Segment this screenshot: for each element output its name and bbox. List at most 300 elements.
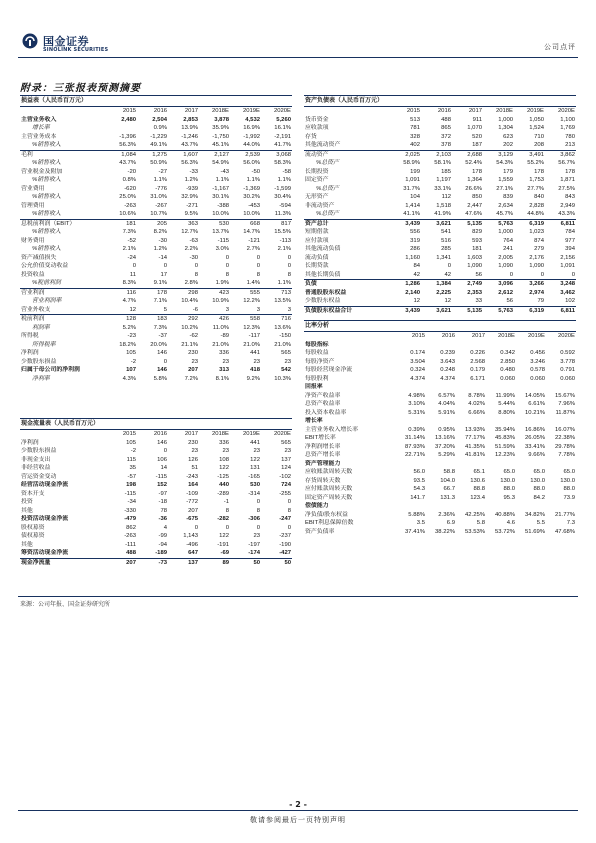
row-value (396, 460, 426, 469)
row-label: 股权募资 (21, 524, 45, 531)
row-value: 4.374 (440, 375, 455, 382)
row-value: 58.1% (434, 160, 451, 167)
row-value: 1,753 (529, 177, 544, 184)
row-value: 1,090 (467, 263, 482, 270)
column-header-year: 2015 (406, 108, 420, 115)
row-value: 23 (284, 358, 291, 365)
row-value (486, 417, 516, 426)
row-value: -97 (158, 490, 167, 497)
column-header-year: 2017 (184, 431, 198, 438)
row-value: 3.5 (416, 520, 425, 527)
row-value: -6 (192, 306, 198, 313)
row-value: 1,090 (498, 263, 513, 270)
row-value: 54.3% (496, 160, 513, 167)
row-value: 279 (534, 246, 544, 253)
row-value: 12 (444, 298, 451, 305)
row-value: 829 (472, 229, 482, 236)
row-value: 26.05% (525, 435, 545, 442)
report-type-label: 公司点评 (544, 43, 576, 51)
row-value: 7.1% (153, 298, 167, 305)
row-value: 11 (129, 271, 136, 278)
row-value: 8.1% (215, 375, 229, 382)
row-value: 12.3% (243, 324, 260, 331)
row-value: 183 (137, 315, 168, 324)
row-value: 558 (230, 315, 261, 324)
row-value: 0 (225, 254, 229, 261)
row-value: 207 (188, 367, 198, 374)
row-label: 其他 (21, 541, 33, 548)
row-value: 53.72% (495, 528, 515, 535)
row-label: 净利润增长率 (305, 443, 341, 450)
row-value: 423 (199, 288, 230, 297)
column-header-year: 2015 (122, 431, 136, 438)
row-value: 95.3 (503, 494, 515, 501)
row-label: 每股经营现金净流 (305, 367, 353, 374)
row-value: 2,140 (405, 289, 420, 296)
row-label: 毛利 (20, 150, 106, 159)
row-value: 817 (261, 219, 292, 228)
row-value: 8 (287, 271, 291, 278)
row-value: 1,050 (529, 116, 544, 123)
column-header-year: 2020E (557, 333, 575, 340)
row-value: 1,275 (137, 150, 168, 159)
row-value: 0.060 (560, 375, 575, 382)
page-header (0, 0, 596, 60)
table-row (304, 511, 576, 520)
row-label: 其他流动负债 (305, 246, 341, 253)
row-value: 3,068 (261, 150, 292, 159)
row-label: 资产管理能力 (305, 460, 341, 467)
row-value: 88.0 (503, 486, 515, 493)
balance-title: 资产负债表（人民币百万元） (304, 96, 576, 107)
table-row (304, 494, 576, 503)
row-value: 10.6% (119, 211, 136, 218)
table-row (304, 400, 576, 409)
row-value: 146 (157, 350, 167, 357)
row-value: 286 (410, 246, 420, 253)
row-value: 3.643 (440, 358, 455, 365)
row-value (456, 341, 486, 350)
column-header-year: 2019E (242, 431, 260, 438)
row-value: 33 (475, 298, 482, 305)
row-value: 130.0 (560, 477, 575, 484)
row-label: 应收账款周转天数 (305, 469, 353, 476)
row-value: 12.23% (495, 452, 515, 459)
row-value: 328 (410, 133, 420, 140)
table-row (20, 439, 292, 448)
row-label: 公允价值变动收益 (21, 263, 69, 270)
row-label: 资产总计 (304, 219, 390, 228)
row-value: 911 (472, 116, 482, 123)
row-value: 178 (137, 288, 168, 297)
row-value: -189 (155, 550, 167, 557)
row-value: 207 (188, 507, 198, 514)
row-value: 122 (250, 456, 260, 463)
table-row (20, 549, 292, 558)
row-value: 146 (157, 367, 167, 374)
row-label: 固定资产 (305, 177, 329, 184)
row-value (396, 383, 426, 392)
row-value (456, 502, 486, 511)
row-value: 187 (472, 142, 482, 149)
row-value: 977 (565, 237, 575, 244)
table-row (304, 383, 576, 392)
row-value: 0 (287, 254, 291, 261)
row-value: 45.1% (212, 142, 229, 149)
row-value: 0.480 (500, 367, 515, 374)
row-label: 短期借款 (305, 229, 329, 236)
row-value: -243 (186, 473, 198, 480)
row-value: 2,176 (529, 254, 544, 261)
row-value: 4.6 (506, 520, 515, 527)
row-label: 债权募资 (21, 533, 45, 540)
row-value: -30 (189, 254, 198, 261)
row-value: 781 (410, 125, 420, 132)
row-value: -263 (124, 533, 136, 540)
balance-sheet-table (304, 95, 576, 315)
table-row (20, 254, 292, 263)
row-value: 1,023 (529, 229, 544, 236)
row-label: 净利率 (32, 375, 50, 382)
row-value: 27.5% (558, 185, 575, 192)
row-value: 56.0% (243, 160, 260, 167)
row-value: -427 (279, 550, 291, 557)
row-label: 无形资产 (305, 194, 329, 201)
row-value: 58.3% (274, 160, 291, 167)
row-value: 0 (287, 499, 291, 506)
column-header-blank (20, 107, 106, 116)
row-value (426, 460, 456, 469)
row-value: 185 (441, 168, 451, 175)
row-value: -282 (217, 516, 229, 523)
row-value (486, 341, 516, 350)
table-row (20, 228, 292, 237)
row-value: 0.791 (560, 367, 575, 374)
row-value: -34 (127, 499, 136, 506)
row-value: 6,319 (514, 306, 545, 315)
row-value: 4.3% (122, 375, 136, 382)
row-label: 其他 (21, 507, 33, 514)
row-value: 130.6 (470, 477, 485, 484)
row-value: 3 (287, 306, 291, 313)
row-value: 54.9% (212, 160, 229, 167)
table-row (20, 464, 292, 473)
table-row (20, 210, 292, 219)
row-label: 净利润 (21, 439, 39, 446)
row-value: 0.060 (500, 375, 515, 382)
row-value: 784 (565, 229, 575, 236)
row-value: 56.7% (558, 160, 575, 167)
row-label: 增长率 (305, 418, 323, 425)
row-value: 2,127 (199, 150, 230, 159)
row-value: 2,005 (498, 254, 513, 261)
row-value: 1,091 (560, 263, 575, 270)
row-label: 归属于母公司的净利润 (21, 367, 80, 374)
row-value: 42.25% (465, 511, 485, 518)
row-label: 总资产收益率 (305, 401, 341, 408)
row-value: 1,559 (498, 177, 513, 184)
row-value (456, 383, 486, 392)
cashflow-title: 现金流量表（人民币百万元） (20, 419, 292, 430)
row-value: 1,414 (405, 202, 420, 209)
income-title: 损益表（人民币百万元） (20, 96, 292, 107)
column-header-year: 2019E (527, 333, 545, 340)
row-value: 1.2% (184, 177, 198, 184)
table-row (304, 210, 576, 219)
row-value: 0.248 (440, 367, 455, 374)
row-value: 4.7% (122, 298, 136, 305)
row-label: EBIT利息保障倍数 (305, 520, 354, 527)
row-value: 4.374 (410, 375, 425, 382)
row-value: 84.2 (533, 494, 545, 501)
row-value: 336 (219, 439, 229, 446)
row-value: 3.10% (408, 401, 425, 408)
row-value: 3 (256, 306, 260, 313)
table-row (304, 297, 576, 306)
row-value: 56.3% (119, 142, 136, 149)
row-value: 1,518 (436, 202, 451, 209)
row-value: 874 (534, 237, 544, 244)
row-value: 17 (160, 271, 167, 278)
row-value: -102 (279, 473, 291, 480)
row-label: 每股股利 (305, 375, 329, 382)
table-row (304, 485, 576, 494)
table-row (304, 468, 576, 477)
row-value: 513 (410, 116, 420, 123)
row-value: -453 (248, 202, 260, 209)
table-row (304, 358, 576, 367)
row-value: 23 (253, 533, 260, 540)
row-value: 107 (126, 367, 136, 374)
row-value: 402 (410, 142, 420, 149)
row-value: 181 (472, 246, 482, 253)
row-value: 41.1% (403, 211, 420, 218)
row-value: 116 (106, 288, 137, 297)
row-value: 122 (219, 465, 229, 472)
row-value: 50 (261, 558, 292, 567)
row-value: -115 (155, 473, 167, 480)
row-value: 5.31% (408, 409, 425, 416)
row-value: 724 (281, 482, 291, 489)
row-value: 8.3% (122, 280, 136, 287)
row-value: 73.9 (563, 494, 575, 501)
row-value: 1,143 (183, 533, 198, 540)
row-value: 130.0 (530, 477, 545, 484)
row-value: 21.1% (181, 341, 198, 348)
row-value: 2,749 (452, 280, 483, 289)
row-value: 50 (230, 558, 261, 567)
row-value: 207 (106, 558, 137, 567)
row-value: 3,266 (514, 280, 545, 289)
row-value: -150 (279, 333, 291, 340)
row-value: 2,949 (560, 202, 575, 209)
row-value: 0.9% (153, 125, 167, 132)
row-value: -776 (155, 185, 167, 192)
column-header-year: 2020E (273, 431, 291, 438)
row-value: -27 (158, 168, 167, 175)
row-value: 178 (565, 168, 575, 175)
row-value: 47.68% (555, 528, 575, 535)
table-row (304, 434, 576, 443)
row-value: 65.1 (473, 469, 485, 476)
row-value: 1,091 (405, 177, 420, 184)
row-value: 372 (441, 133, 451, 140)
row-value: 3,096 (483, 280, 514, 289)
row-label: 营业外收支 (21, 306, 51, 313)
row-value: 647 (188, 550, 198, 557)
table-row (20, 332, 292, 341)
row-value: 1,603 (467, 254, 482, 261)
column-header-year: 2016 (437, 108, 451, 115)
table-row (20, 279, 292, 288)
row-value: 0 (256, 524, 260, 531)
table-row (304, 254, 576, 263)
row-value: 104.0 (440, 477, 455, 484)
row-label: 管理费用 (21, 202, 45, 209)
row-value: 530 (199, 219, 230, 228)
table-row (20, 306, 292, 315)
row-value: 0 (256, 499, 260, 506)
row-label: 主营业务收入增长率 (305, 426, 359, 433)
table-row (304, 528, 576, 537)
row-value (546, 341, 576, 350)
table-row (304, 417, 576, 426)
row-value: 77.17% (465, 435, 485, 442)
table-row (20, 447, 292, 456)
row-value: 33.1% (434, 185, 451, 192)
table-row (20, 141, 292, 150)
row-value: 131 (250, 465, 260, 472)
income-title-row (20, 96, 292, 107)
row-value: 115 (126, 456, 136, 463)
row-value: 4.02% (468, 401, 485, 408)
row-value (396, 341, 426, 350)
row-value: 141.7 (410, 494, 425, 501)
row-value: 0 (132, 263, 136, 270)
row-value: 56 (506, 298, 513, 305)
row-value: 112 (441, 194, 451, 201)
row-value: 213 (565, 142, 575, 149)
row-value: -1,599 (274, 185, 291, 192)
row-value: 11.87% (555, 409, 575, 416)
table-row (304, 375, 576, 384)
row-label: 回报率 (305, 384, 323, 391)
table-row (20, 358, 292, 367)
row-value: -30 (158, 237, 167, 244)
source-divider (18, 596, 578, 597)
row-value: 93.5 (413, 477, 425, 484)
row-label: %总资产 (316, 160, 339, 167)
row-value: 13.5% (274, 298, 291, 305)
row-label: %销售收入 (32, 211, 61, 218)
row-label: 营业费用 (21, 185, 45, 192)
row-label: %销售收入 (32, 246, 61, 253)
row-label: 现金净流量 (20, 558, 106, 567)
table-row (304, 228, 576, 237)
row-value: -125 (217, 473, 229, 480)
table-row (20, 150, 292, 159)
row-value: -174 (248, 550, 260, 557)
row-value: 7.2% (184, 375, 198, 382)
row-value: 30.4% (274, 194, 291, 201)
row-value: 241 (503, 246, 513, 253)
row-value: -113 (279, 237, 291, 244)
row-value: 79 (537, 298, 544, 305)
row-value: 7.96% (558, 401, 575, 408)
row-value: 6.57% (438, 392, 455, 399)
row-value: 4.98% (408, 392, 425, 399)
row-value: 126 (188, 456, 198, 463)
table-row (304, 460, 576, 469)
column-header-year: 2015 (122, 108, 136, 115)
row-label: 少数股东损益 (21, 448, 57, 455)
row-value: 5.29% (438, 452, 455, 459)
row-value: -2 (130, 448, 136, 455)
row-value: 23 (253, 358, 260, 365)
row-value: 102 (565, 298, 575, 305)
row-value: 50.9% (150, 160, 167, 167)
row-value: 5,135 (452, 306, 483, 315)
row-label: 营业税金及附加 (21, 168, 63, 175)
row-value: 313 (219, 367, 229, 374)
row-value: 394 (565, 246, 575, 253)
table-row (20, 324, 292, 333)
table-row (304, 280, 576, 289)
row-label: 负债 (304, 280, 390, 289)
row-value: 84 (413, 263, 420, 270)
row-value: 6.171 (470, 375, 485, 382)
row-value: 31.14% (405, 435, 425, 442)
cashflow-title-row (20, 419, 292, 430)
row-value: 10.3% (274, 375, 291, 382)
row-value: -1,992 (243, 133, 260, 140)
row-value: 0 (163, 358, 167, 365)
row-value: 7.78% (558, 452, 575, 459)
row-value: 4.04% (438, 401, 455, 408)
row-value: 9.5% (184, 211, 198, 218)
table-row (20, 176, 292, 185)
row-value (516, 417, 546, 426)
column-header-blank (20, 430, 106, 439)
row-value: 34.82% (525, 511, 545, 518)
row-value: 42 (413, 271, 420, 278)
row-value: 2,353 (467, 289, 482, 296)
column-header-year: 2020E (557, 108, 575, 115)
table-row (20, 193, 292, 202)
row-value: 1,197 (436, 177, 451, 184)
table-row (304, 159, 576, 168)
row-value: 1.4% (246, 280, 260, 287)
row-value: 51.69% (525, 528, 545, 535)
row-value: 0.578 (530, 367, 545, 374)
row-value: -271 (186, 202, 198, 209)
row-label: 存货 (305, 133, 317, 140)
row-value: 0.456 (530, 350, 545, 357)
column-header-year: 2018E (211, 108, 229, 115)
row-value: 5.8% (153, 375, 167, 382)
row-value: 9.66% (528, 452, 545, 459)
row-value (486, 460, 516, 469)
row-value: -115 (124, 490, 136, 497)
row-value: 6,811 (545, 306, 576, 315)
row-value: 56.3% (181, 160, 198, 167)
row-value: 27.1% (496, 185, 513, 192)
income-column-header-row (20, 107, 292, 116)
row-value: 0.060 (530, 375, 545, 382)
row-value: 10.0% (243, 211, 260, 218)
row-value: 7.3 (566, 520, 575, 527)
row-value: 0 (540, 271, 544, 278)
